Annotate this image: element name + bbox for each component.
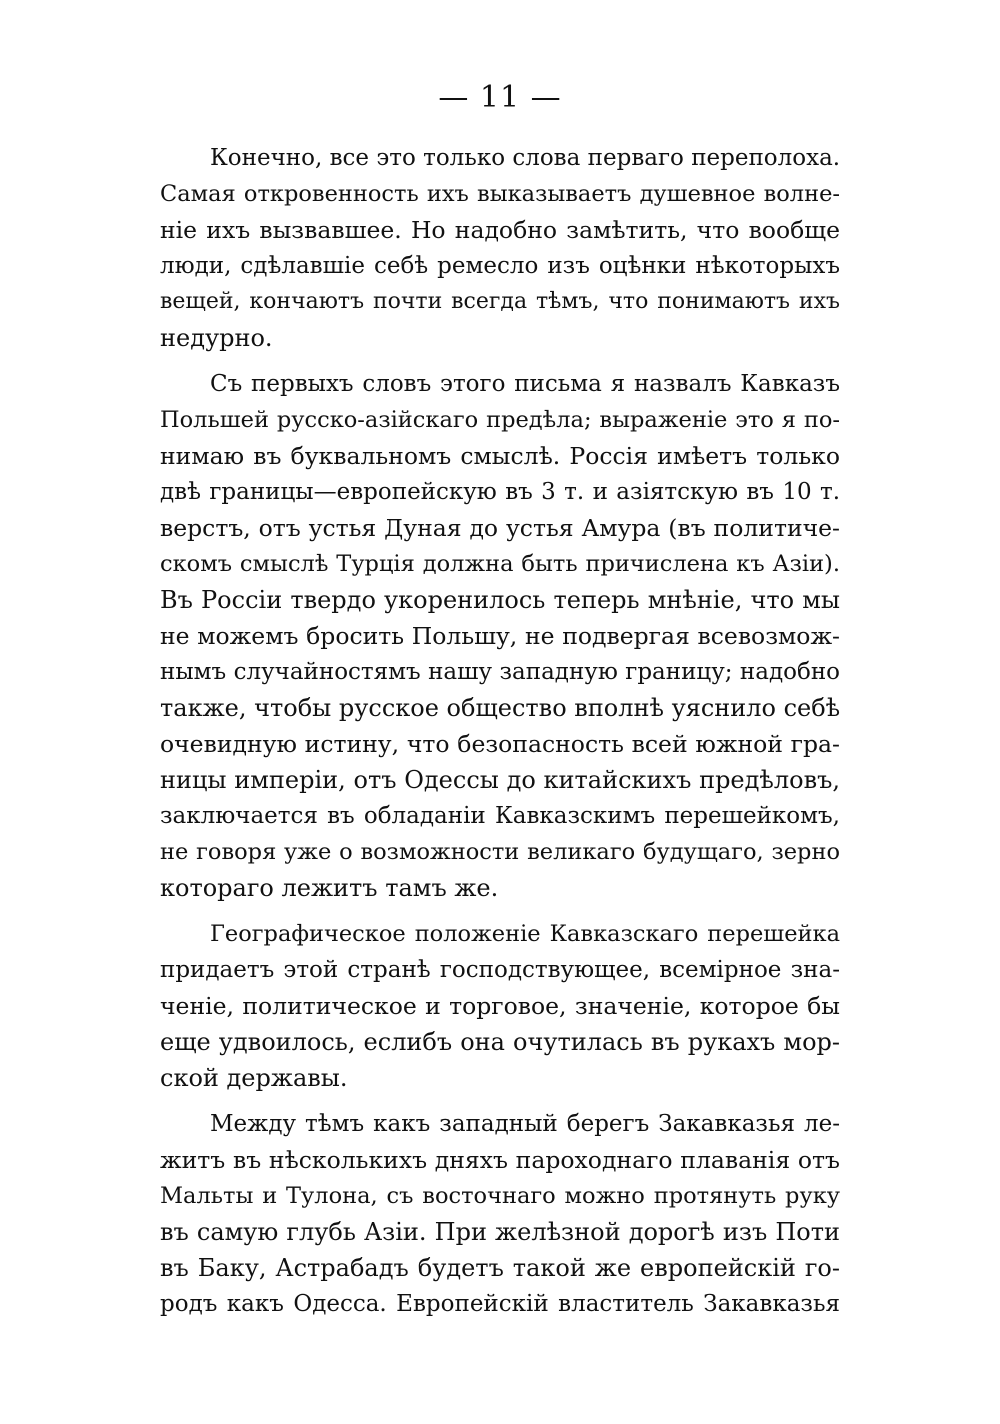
text-line: не говоря уже о возможности великаго будущаго, зерно: [160, 839, 840, 865]
text-line: скомъ смыслѣ Турція должна быть причислена къ Азіи).: [160, 551, 840, 577]
text-line: ской державы.: [160, 1064, 348, 1092]
text-line: не можемъ бросить Польшу, не подвергая всевозмож-: [160, 622, 840, 650]
text-line: вещей, кончаютъ почти всегда тѣмъ, что понимаютъ ихъ: [160, 289, 840, 314]
text-line: также, чтобы русское общество вполнѣ уяснило себѣ: [160, 694, 840, 722]
text-line: ницы имперіи, отъ Одессы до китайскихъ предѣловъ,: [160, 766, 840, 794]
text-line: ченіе, политическое и торговое, значеніе, которое бы: [160, 992, 840, 1020]
paragraph: [160, 1106, 840, 1322]
page-number: — 11 —: [438, 80, 562, 115]
text-line: въ Баку, Астрабадъ будетъ такой же европейскій го-: [160, 1254, 840, 1282]
text-line: родъ какъ Одесса. Европейскій властитель Закавказья: [160, 1291, 840, 1317]
text-line: верстъ, отъ устья Дуная до устья Амура (въ политиче-: [160, 514, 840, 542]
text-line: недурно.: [160, 324, 273, 352]
text-line: въ самую глубь Азіи. При желѣзной дорогѣ изъ Поти: [160, 1218, 840, 1246]
text-line: ніе ихъ вызвавшее. Но надобно замѣтить, что вообще: [160, 216, 840, 244]
text-line: Съ первыхъ словъ этого письма я назвалъ Кавказъ: [210, 371, 840, 397]
text-line: Польшей русско-азійскаго предѣла; выраженіе это я по-: [160, 407, 840, 433]
text-line: люди, сдѣлавшіе себѣ ремесло изъ оцѣнки нѣкоторыхъ: [160, 253, 840, 279]
text-line: еще удвоилось, еслибъ она очутилась въ рукахъ мор-: [160, 1028, 840, 1056]
body-text: [160, 140, 840, 1332]
text-line: Конечно, все это только слова перваго переполоха.: [210, 145, 840, 171]
text-line: Географическое положеніе Кавказскаго перешейка: [210, 921, 840, 947]
text-line: Самая откровенность ихъ выказываетъ душевное волне-: [160, 181, 840, 207]
text-line: Между тѣмъ какъ западный берегъ Закавказья ле-: [210, 1111, 840, 1137]
text-line: очевидную истину, что безопасность всей южной гра-: [160, 730, 840, 758]
text-line: заключается въ обладаніи Кавказскимъ перешейкомъ,: [160, 803, 840, 829]
paragraph: [160, 140, 840, 356]
text-line: котораго лежитъ тамъ же.: [160, 874, 499, 902]
text-line: двѣ границы—европейскую въ 3 т. и азіятскую въ 10 т.: [160, 479, 840, 505]
text-line: Мальты и Тулона, съ восточнаго можно протянуть руку: [160, 1183, 840, 1209]
text-line: Въ Россіи твердо укоренилось теперь мнѣніе, что мы: [160, 586, 840, 614]
text-line: придаетъ этой странѣ господствующее, всемірное зна-: [160, 957, 840, 983]
paragraph: [160, 366, 840, 906]
text-line: житъ въ нѣсколькихъ дняхъ пароходнаго плаванія отъ: [160, 1146, 840, 1174]
text-line: нымъ случайностямъ нашу западную границу; надобно: [160, 659, 840, 685]
text-line: нимаю въ буквальномъ смыслѣ. Россія имѣетъ только: [160, 442, 840, 470]
paragraph: [160, 916, 840, 1096]
